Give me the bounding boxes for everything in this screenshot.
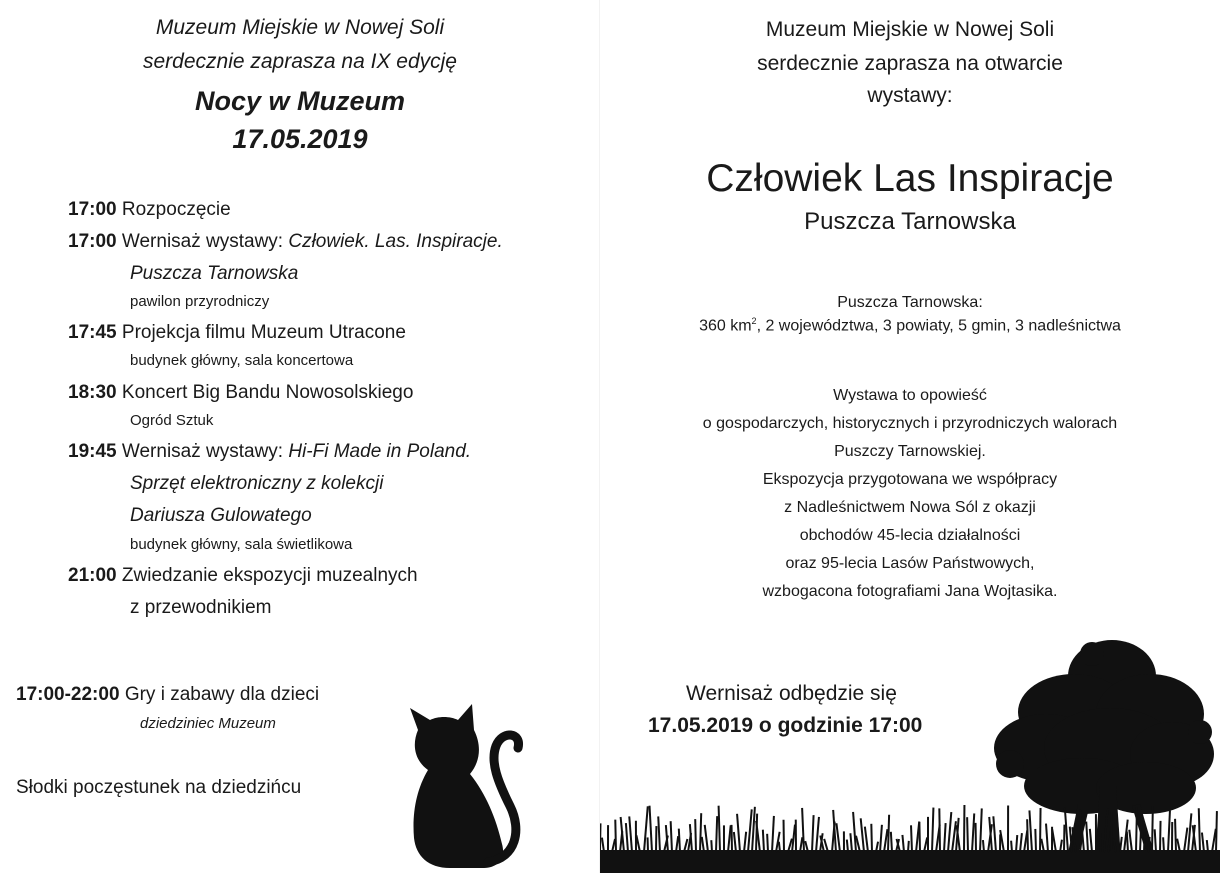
exhibition-subtitle: Puszcza Tarnowska (804, 208, 1016, 235)
program-time: 17:00 (68, 231, 117, 252)
right-intro-line1: Muzeum Miejskie w Nowej Soli (765, 18, 1055, 41)
program-time: 21:00 (68, 565, 117, 586)
program-title: Rozpoczęcie (121, 199, 231, 220)
program-title: Koncert Big Bandu Nowosolskiego (121, 382, 414, 403)
right-intro-line3: wystawy: (867, 84, 953, 107)
program-title: Projekcja filmu Muzeum Utracone (121, 322, 406, 343)
program-place: budynek główny, sala świetlikowa (130, 536, 353, 553)
facts-line (600, 316, 1220, 335)
program-item (68, 565, 418, 587)
program-time: 18:30 (68, 382, 117, 403)
program-place: pawilon przyrodniczy (130, 293, 270, 310)
left-panel (0, 0, 600, 873)
program-continuation: Dariusza Gulowatego (130, 505, 312, 526)
vernissage-date: 17.05.2019 o godzinie 17:00 (648, 714, 923, 737)
kids-item (16, 684, 319, 706)
description-line: wzbogacona fotografiami Jana Wojtasika. (762, 583, 1058, 600)
program-title-italic: Człowiek. Las. Inspiracje. (288, 231, 503, 252)
program-title: Zwiedzanie ekspozycji muzealnych (121, 565, 418, 586)
description-line: obchodów 45-lecia działalności (799, 527, 1021, 544)
program-time: 19:45 (68, 441, 117, 462)
program-continuation: Sprzęt elektroniczny z kolekcji (130, 473, 384, 494)
program-title: Wernisaż wystawy: (121, 231, 284, 252)
program-title-italic: Hi-Fi Made in Poland. (288, 441, 472, 462)
kids-time: 17:00-22:00 (16, 684, 120, 705)
program-place: Ogród Sztuk (130, 412, 214, 429)
description-line: Puszczy Tarnowskiej. (834, 443, 986, 460)
description-line: oraz 95-lecia Lasów Państwowych, (785, 555, 1035, 572)
program-item (68, 322, 406, 344)
right-panel (600, 0, 1220, 873)
event-date: 17.05.2019 (232, 124, 368, 154)
treat-text: Słodki poczęstunek na dziedzińcu (16, 777, 302, 798)
program-place: budynek główny, sala koncertowa (130, 352, 354, 369)
event-name: Nocy w Muzeum (194, 86, 406, 116)
program-item (68, 231, 503, 253)
description-line: z Nadleśnictwem Nowa Sól z okazji (784, 499, 1036, 516)
description-line: Ekspozycja przygotowana we współpracy (762, 471, 1058, 488)
program-item (68, 382, 413, 404)
facts-label: Puszcza Tarnowska: (837, 294, 983, 311)
program-continuation: Puszcza Tarnowska (130, 263, 299, 284)
program-title: Wernisaż wystawy: (121, 441, 284, 462)
facts-area: 360 km (699, 317, 752, 335)
program-item (68, 441, 471, 463)
left-intro-line2: serdecznie zaprasza na IX edycję (142, 50, 457, 73)
vernissage-line: Wernisaż odbędzie się (686, 682, 897, 705)
facts-rest: , 2 województwa, 3 powiaty, 5 gmin, 3 nadleśnictwa (756, 317, 1121, 335)
description-line: o gospodarczych, historycznych i przyrodniczych walorach (702, 415, 1118, 432)
cat-silhouette-icon (392, 690, 532, 870)
facts-superscript: 2 (751, 316, 757, 326)
right-intro-line2: serdecznie zaprasza na otwarcie (757, 52, 1063, 75)
program-continuation: z przewodnikiem (130, 597, 272, 618)
exhibition-title: Człowiek Las Inspiracje (706, 157, 1114, 200)
kids-title: Gry i zabawy dla dzieci (124, 684, 320, 705)
program-item (68, 199, 231, 221)
description-line: Wystawa to opowieść (833, 387, 987, 404)
kids-place: dziedziniec Muzeum (140, 715, 276, 732)
grass-silhouette-icon (600, 798, 1220, 873)
program-time: 17:45 (68, 322, 117, 343)
program-time: 17:00 (68, 199, 117, 220)
left-intro-line1: Muzeum Miejskie w Nowej Soli (155, 16, 445, 39)
